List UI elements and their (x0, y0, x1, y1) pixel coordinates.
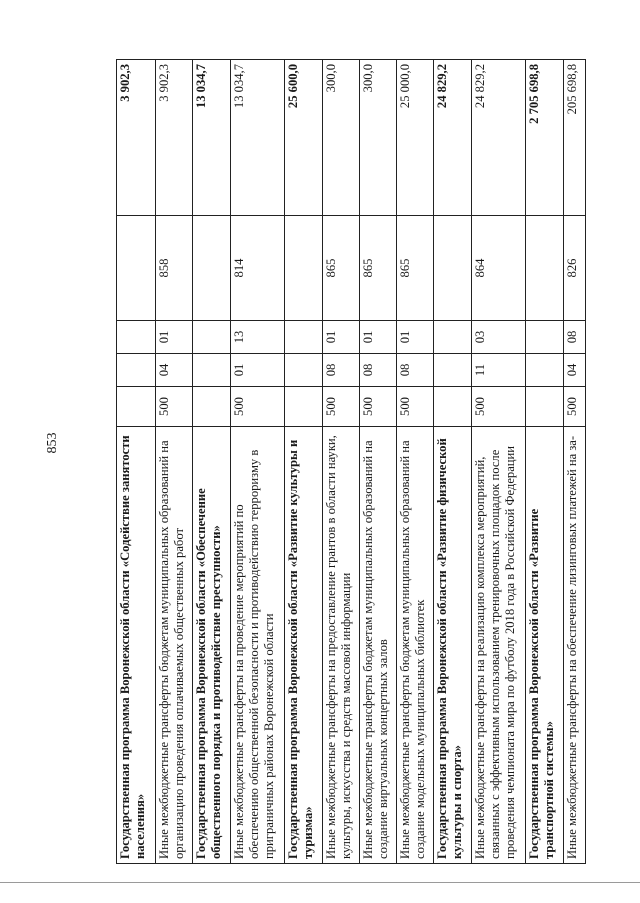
table-row (156, 60, 193, 864)
row-code-1: 500 (472, 387, 526, 427)
table-row (526, 60, 564, 864)
row-code-2: 01 (231, 354, 285, 387)
table-row (360, 60, 397, 864)
budget-table (116, 59, 586, 864)
row-code-3 (117, 321, 156, 354)
row-code-3: 03 (472, 321, 526, 354)
row-code-1 (526, 387, 564, 427)
row-code-1: 500 (156, 387, 193, 427)
row-code-1: 500 (360, 387, 397, 427)
row-code-1: 500 (397, 387, 434, 427)
row-amount: 24 829,2 (472, 60, 526, 216)
row-code-2: 08 (323, 354, 360, 387)
row-name: Иные межбюджетные трансферты бюджетам муниципальных образований на создание виртуальных концертных залов (360, 427, 397, 864)
row-code-3: 01 (360, 321, 397, 354)
row-code-4: 865 (397, 216, 434, 321)
row-code-4: 865 (323, 216, 360, 321)
row-code-3: 01 (323, 321, 360, 354)
table-row (285, 60, 323, 864)
row-code-2 (285, 354, 323, 387)
table-row (323, 60, 360, 864)
table-row (117, 60, 156, 864)
table-row (397, 60, 434, 864)
table-row (564, 60, 586, 864)
row-code-4: 864 (472, 216, 526, 321)
row-code-3 (285, 321, 323, 354)
row-code-1 (193, 387, 231, 427)
row-code-4: 858 (156, 216, 193, 321)
row-name: Государственная программа Воронежской области «Развитие физической культуры и спорта» (434, 427, 472, 864)
page-bottom-rule (0, 882, 640, 883)
row-code-4 (434, 216, 472, 321)
row-name: Иные межбюджетные трансферты бюджетам муниципальных образований на организацию проведения оплачиваемых общественных работ (156, 427, 193, 864)
row-name: Государственная программа Воронежской области «Содействие занятости населения» (117, 427, 156, 864)
table-row (231, 60, 285, 864)
row-code-2: 04 (156, 354, 193, 387)
row-code-4: 814 (231, 216, 285, 321)
row-amount: 13 034,7 (193, 60, 231, 216)
row-name: Иные межбюджетные трансферты на реализацию комплекса мероприятий, связанных с эффективным использованием тренировочных площадок после проведения чемпионата мира по футболу 2018 года в Российской Федерации (472, 427, 526, 864)
row-amount: 300,0 (360, 60, 397, 216)
row-name: Иные межбюджетные трансферты на проведение мероприятий по обеспечению общественной безопасности и противодействию терроризму в приграничных районах Воронежской области (231, 427, 285, 864)
row-code-1 (117, 387, 156, 427)
row-code-3 (193, 321, 231, 354)
row-code-1 (434, 387, 472, 427)
row-code-2 (193, 354, 231, 387)
table-row (472, 60, 526, 864)
row-name: Иные межбюджетные трансферты бюджетам муниципальных образований на создание модельных муниципальных библиотек (397, 427, 434, 864)
row-code-4: 826 (564, 216, 586, 321)
row-code-2 (526, 354, 564, 387)
row-amount: 24 829,2 (434, 60, 472, 216)
row-name: Иные межбюджетные трансферты на предоставление грантов в области науки, культуры, искусства и средств массовой информации (323, 427, 360, 864)
row-code-4 (526, 216, 564, 321)
row-code-2: 08 (397, 354, 434, 387)
row-code-4 (285, 216, 323, 321)
row-code-4 (117, 216, 156, 321)
row-code-3: 13 (231, 321, 285, 354)
row-code-1: 500 (231, 387, 285, 427)
row-amount: 2 705 698,8 (526, 60, 564, 216)
row-code-3 (526, 321, 564, 354)
row-code-1: 500 (564, 387, 586, 427)
page-number: 853 (45, 432, 60, 454)
row-amount: 3 902,3 (117, 60, 156, 216)
table-row (434, 60, 472, 864)
row-name: Государственная программа Воронежской области «Развитие транспортной системы» (526, 427, 564, 864)
row-name: Иные межбюджетные трансферты на обеспечение лизинговых платежей на за- (564, 427, 586, 864)
row-amount: 13 034,7 (231, 60, 285, 216)
row-amount: 25 000,0 (397, 60, 434, 216)
row-code-2: 11 (472, 354, 526, 387)
table-row (193, 60, 231, 864)
row-amount: 3 902,3 (156, 60, 193, 216)
row-code-4: 865 (360, 216, 397, 321)
row-code-1 (285, 387, 323, 427)
row-name: Государственная программа Воронежской области «Развитие культуры и туризма» (285, 427, 323, 864)
row-amount: 25 600,0 (285, 60, 323, 216)
row-amount: 205 698,8 (564, 60, 586, 216)
row-code-2: 04 (564, 354, 586, 387)
row-name: Государственная программа Воронежской области «Обеспечение общественного порядка и противодействие преступности» (193, 427, 231, 864)
row-code-3: 08 (564, 321, 586, 354)
row-code-1: 500 (323, 387, 360, 427)
row-code-3 (434, 321, 472, 354)
row-amount: 300,0 (323, 60, 360, 216)
row-code-4 (193, 216, 231, 321)
row-code-2 (117, 354, 156, 387)
row-code-2: 08 (360, 354, 397, 387)
budget-table-container (116, 60, 579, 864)
row-code-2 (434, 354, 472, 387)
row-code-3: 01 (397, 321, 434, 354)
row-code-3: 01 (156, 321, 193, 354)
